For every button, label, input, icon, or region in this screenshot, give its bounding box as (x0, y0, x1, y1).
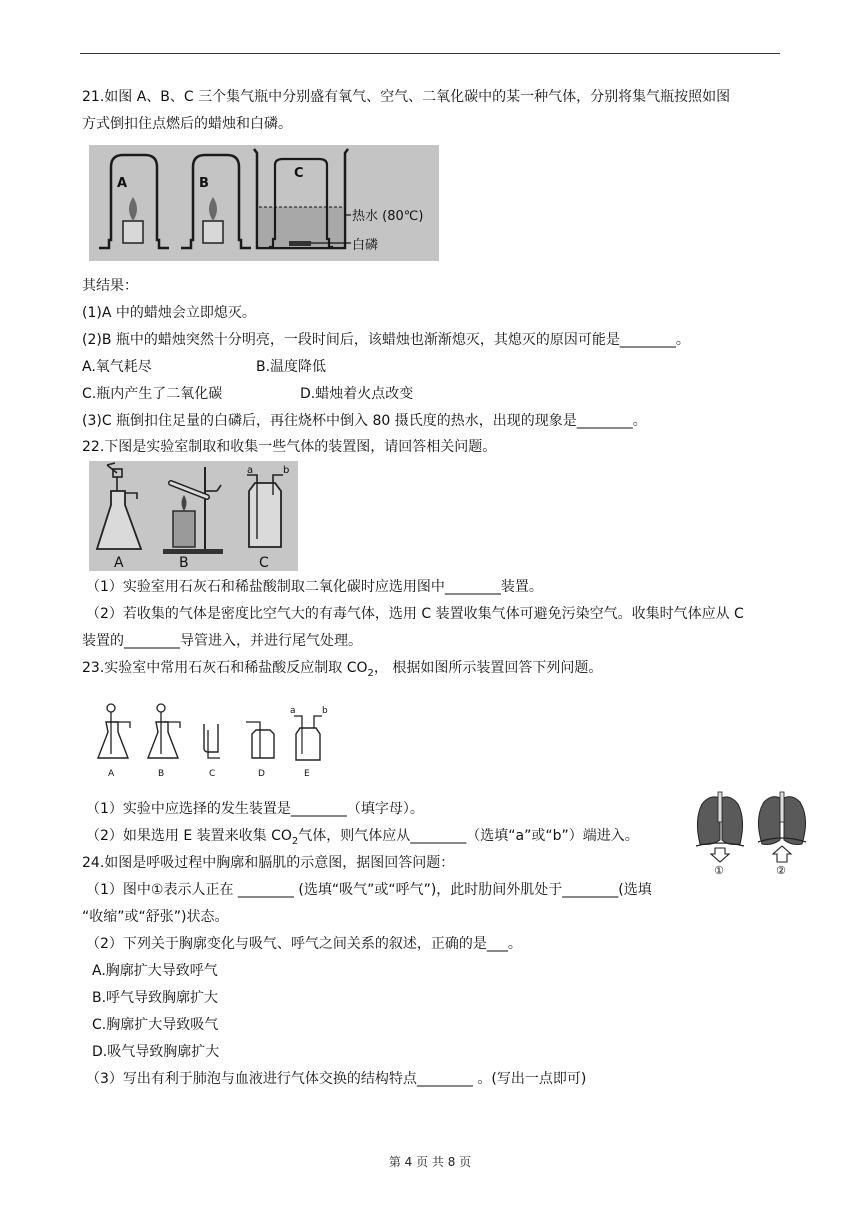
q24-fig-label-1: ① (714, 864, 724, 876)
q21-option-c: C.瓶内产生了二氧化碳 (82, 386, 223, 402)
q23-figure (96, 700, 340, 780)
q24-option-a: A.胸廓扩大导致呼气 (92, 963, 218, 979)
q21-option-b: B.温度降低 (256, 359, 327, 375)
page-footer: 第 4 页 共 8 页 (388, 1155, 472, 1169)
q21-stem-line2: 方式倒扣住点燃后的蜡烛和白磷。 (82, 116, 292, 132)
q24-option-b: B.呼气导致胸廓扩大 (92, 990, 219, 1006)
q22-sub2-line2: 装置的________导管进入，并进行尾气处理。 (82, 633, 362, 649)
q23-stem (82, 658, 602, 684)
q21-result-intro: 其结果： (82, 278, 138, 294)
q23-fig-label-a: A (108, 769, 115, 779)
q21-item2: (2)B 瓶中的蜡烛突然十分明亮，一段时间后，该蜡烛也渐渐熄灭，其熄灭的原因可能是________。 (82, 332, 690, 348)
q21-option-d: D.蜡烛着火点改变 (300, 386, 414, 402)
q23-fig-label-d: D (258, 769, 265, 779)
q24-option-c: C.胸廓扩大导致吸气 (92, 1017, 219, 1033)
q21-item3: (3)C 瓶倒扣住足量的白磷后，再往烧杯中倒入 80 摄氏度的热水，出现的现象是________。 (82, 413, 647, 429)
q24-sub3: （3）写出有利于肺泡与血液进行气体交换的结构特点________ 。(写出一点即可) (86, 1071, 587, 1087)
q23-stem-sub: 2 (367, 667, 374, 679)
q22-stem: 22.下图是实验室制取和收集一些气体的装置图，请回答相关问题。 (82, 439, 497, 455)
q21-fig-label-hot-water: 热水 (80℃) (352, 209, 424, 224)
q22-fig-label-b: B (179, 555, 189, 571)
header-rule (80, 53, 780, 54)
q22-fig-port-a: a (247, 465, 254, 476)
q21-fig-label-a: A (117, 176, 128, 191)
q23-sub2-pre: （2）如果选用 E 装置来收集 CO (86, 828, 292, 844)
q21-fig-label-white-phosphorus: 白磷 (352, 238, 379, 253)
q23-fig-label-b: B (158, 769, 165, 779)
q21-fig-label-c: C (294, 166, 304, 181)
q22-fig-label-c: C (259, 555, 269, 571)
q23-sub1: （1）实验中应选择的发生装置是________（填字母）。 (86, 801, 424, 817)
q24-sub1-line2: “收缩”或“舒张”)状态。 (82, 909, 229, 925)
q23-sub2-post: 气体，则气体应从________（选填“a”或“b”）端进入。 (298, 828, 639, 844)
q23-sub2-sub: 2 (291, 835, 299, 847)
q24-stem: 24.如图是呼吸过程中胸廓和膈肌的示意图，据图回答问题： (82, 855, 455, 871)
q24-sub2: （2）下列关于胸廓变化与吸气、呼气之间关系的叙述，正确的是___。 (86, 936, 522, 952)
q24-fig-label-2: ② (776, 864, 786, 876)
q24-option-d: D.吸气导致胸廓扩大 (92, 1044, 220, 1060)
q24-sub1-line1: （1）图中①表示人正在 ________ (选填“吸气”或“呼气”)，此时肋间外肌处于________(选填 (86, 882, 652, 898)
q22-fig-label-a: A (114, 555, 124, 571)
q23-fig-label-c: C (209, 769, 216, 779)
q21-option-a: A.氧气耗尽 (82, 359, 152, 375)
q24-figure (692, 790, 810, 876)
q23-fig-port-b: b (322, 706, 328, 716)
q21-fig-label-b: B (199, 176, 209, 191)
q23-sub2 (86, 826, 639, 852)
q23-fig-label-e: E (304, 769, 310, 779)
q21-figure (89, 145, 439, 261)
q22-sub1: （1）实验室用石灰石和稀盐酸制取二氧化碳时应选用图中________装置。 (86, 579, 543, 595)
q23-stem-post: ， 根据如图所示装置回答下列问题。 (373, 660, 603, 676)
q22-sub2-line1: （2）若收集的气体是密度比空气大的有毒气体，选用 C 装置收集气体可避免污染空气。收集时气体应从 C (86, 606, 744, 622)
q22-fig-port-b: b (283, 465, 290, 476)
q22-figure (89, 461, 298, 571)
q21-stem-line1: 21.如图 A、B、C 三个集气瓶中分别盛有氧气、空气、二氧化碳中的某一种气体，分别将集气瓶按照如图 (82, 89, 731, 105)
q23-fig-port-a: a (290, 706, 296, 716)
q21-item1: (1)A 中的蜡烛会立即熄灭。 (82, 305, 256, 321)
q23-stem-pre: 23.实验室中常用石灰石和稀盐酸反应制取 CO (82, 660, 368, 676)
